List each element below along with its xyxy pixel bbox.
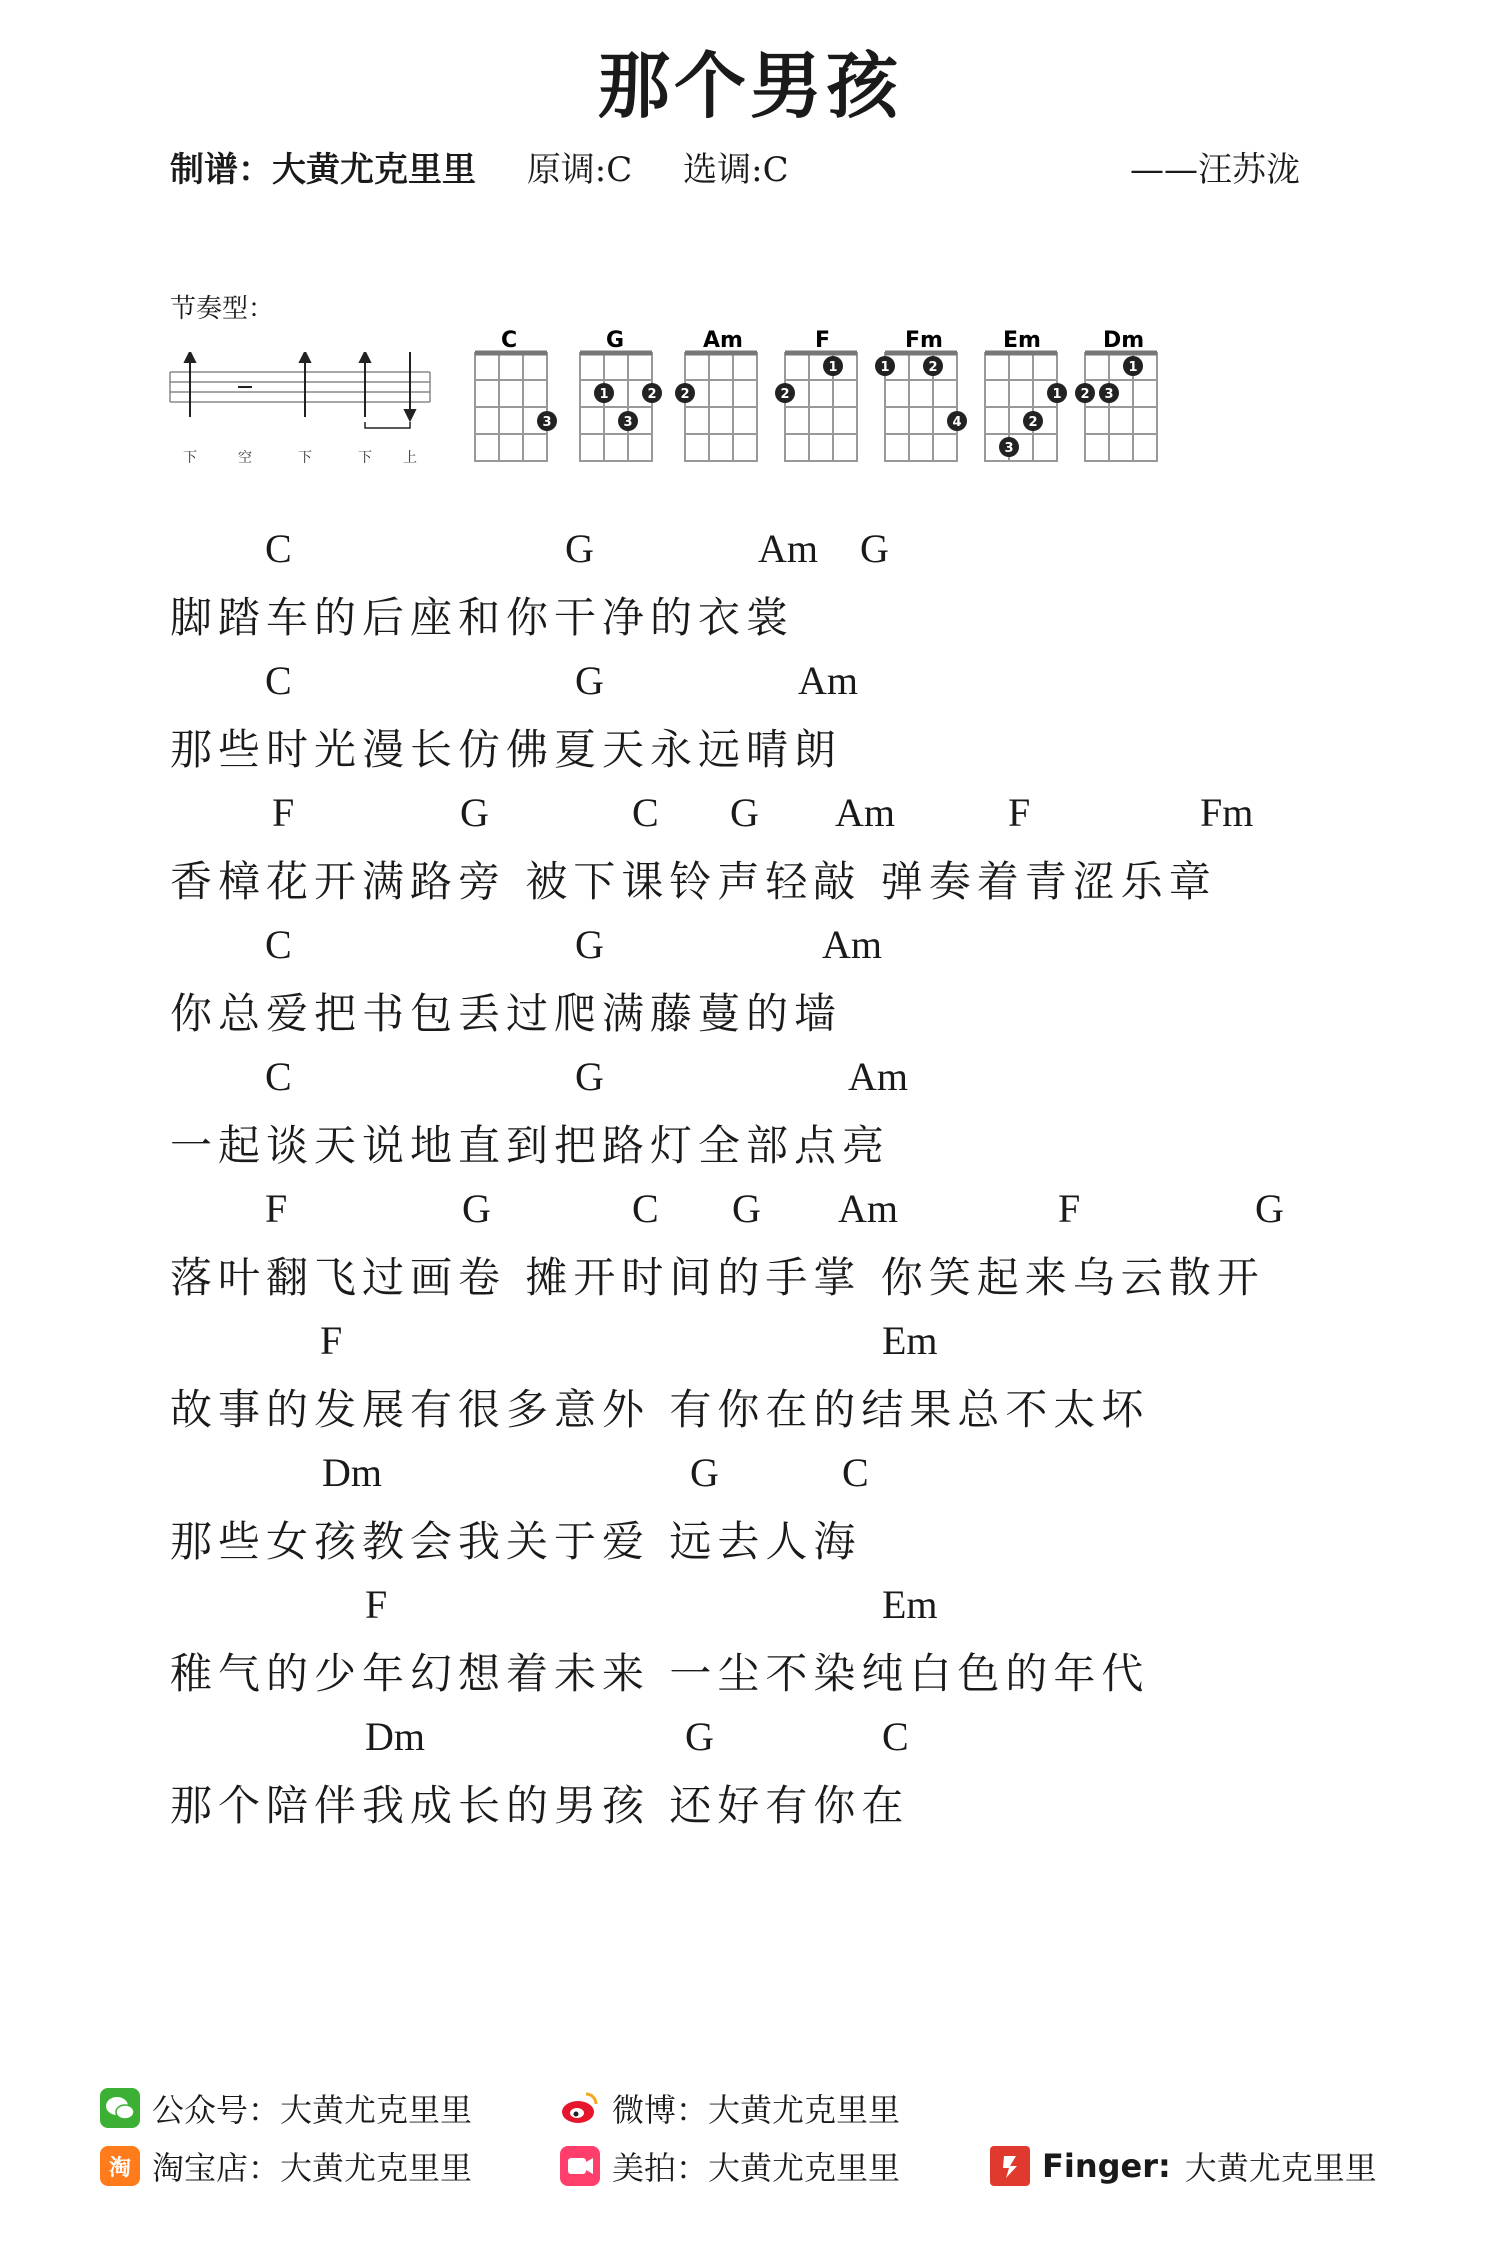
rhythm-label: 节奏型： (170, 294, 275, 324)
chord-label: F (365, 1582, 388, 1627)
chord-label: Fm (1200, 790, 1254, 835)
chord-label: G (462, 1186, 491, 1231)
chord-label: G (460, 790, 489, 835)
footer-finger (990, 2143, 1377, 2189)
meipai-icon (560, 2146, 600, 2186)
chord-name: G (606, 328, 625, 353)
chord-label: C (632, 790, 659, 835)
chord-label: G (730, 790, 759, 835)
lyric-line: 那些女孩教会我关于爱 远去人海 (170, 1517, 862, 1566)
meipai-account: 美拍：大黄尤克里里 (612, 2149, 901, 2187)
chord-label: F (1008, 790, 1031, 835)
chord-diagram-g (580, 328, 662, 461)
chord-label: C (265, 526, 292, 571)
finger-label: Finger: (1042, 2147, 1171, 2185)
stroke-label: 上 (403, 450, 417, 466)
finger-account: 大黄尤克里里 (1184, 2149, 1377, 2187)
chord-label: C (842, 1450, 869, 1495)
svg-text:3: 3 (542, 415, 552, 430)
chord-label: C (882, 1714, 909, 1759)
chord-label: G (690, 1450, 719, 1495)
chord-label: F (320, 1318, 343, 1363)
song-title: 那个男孩 (597, 44, 902, 128)
svg-text:1: 1 (599, 387, 609, 402)
chord-label: Dm (322, 1450, 382, 1495)
svg-text:2: 2 (928, 360, 938, 375)
chord-name: C (501, 328, 518, 353)
lyric-line: 你总爱把书包丢过爬满藤蔓的墙 (170, 989, 843, 1038)
chord-label: G (575, 922, 604, 967)
chord-diagram-dm (1075, 328, 1157, 461)
lyric-line: 那些时光漫长仿佛夏天永远晴朗 (170, 725, 843, 774)
artist-name: ——汪苏泷 (1130, 150, 1300, 190)
svg-text:1: 1 (828, 360, 838, 375)
chord-label: C (265, 922, 292, 967)
sheet-maker: 制谱：大黄尤克里里 (170, 150, 476, 190)
chord-name: F (815, 328, 831, 353)
chord-label: C (265, 1054, 292, 1099)
lyric-line: 一起谈天说地直到把路灯全部点亮 (170, 1121, 891, 1170)
svg-text:2: 2 (647, 387, 657, 402)
chord-label: F (1058, 1186, 1081, 1231)
finger-icon (990, 2146, 1030, 2186)
chord-label: C (632, 1186, 659, 1231)
chord-label: Am (848, 1054, 908, 1099)
chord-diagram-f (775, 328, 857, 461)
lyric-line: 落叶翻飞过画卷 摊开时间的手掌 你笑起来乌云散开 (170, 1253, 1265, 1302)
chord-label: G (1255, 1186, 1284, 1231)
taobao-icon (100, 2146, 140, 2186)
footer-taobao (100, 2143, 472, 2189)
chord-diagram-em (985, 328, 1067, 461)
svg-text:3: 3 (1104, 387, 1114, 402)
footer-wechat (100, 2085, 472, 2131)
chord-label: F (265, 1186, 288, 1231)
svg-text:2: 2 (780, 387, 790, 402)
rhythm-pattern (165, 352, 445, 477)
chord-label: Am (838, 1186, 898, 1231)
chosen-key: 选调:C (683, 150, 789, 190)
chord-name: Dm (1103, 328, 1145, 353)
lyric-line: 稚气的少年幻想着未来 一尘不染纯白色的年代 (170, 1649, 1150, 1698)
svg-text:2: 2 (1028, 415, 1038, 430)
chord-label: G (685, 1714, 714, 1759)
chord-label: Am (835, 790, 895, 835)
original-key: 原调:C (526, 150, 633, 190)
chord-label: F (272, 790, 295, 835)
chord-label: Am (822, 922, 882, 967)
chord-label: Dm (365, 1714, 425, 1759)
lyric-line: 故事的发展有很多意外 有你在的结果总不太坏 (170, 1385, 1150, 1434)
chord-diagram-c (475, 328, 557, 461)
footer-meipai (560, 2143, 900, 2189)
svg-text:3: 3 (623, 415, 633, 430)
svg-text:3: 3 (1004, 441, 1014, 456)
weibo-account: 微博：大黄尤克里里 (612, 2091, 901, 2129)
chord-label: G (565, 526, 594, 571)
stroke-label: 空 (238, 450, 252, 466)
wechat-account: 公众号：大黄尤克里里 (152, 2091, 473, 2129)
chord-name: Fm (905, 328, 943, 353)
chord-label: Am (758, 526, 818, 571)
svg-text:1: 1 (1128, 360, 1138, 375)
chord-diagrams (470, 325, 1190, 475)
lyric-line: 那个陪伴我成长的男孩 还好有你在 (170, 1781, 910, 1830)
wechat-icon (100, 2088, 140, 2128)
chord-label: G (732, 1186, 761, 1231)
stroke-label: 下 (183, 450, 197, 466)
svg-text:1: 1 (880, 360, 890, 375)
svg-text:2: 2 (1080, 387, 1090, 402)
chord-label: G (575, 1054, 604, 1099)
chord-label: Em (882, 1318, 938, 1363)
svg-text:4: 4 (952, 415, 962, 430)
chord-label: G (860, 526, 889, 571)
taobao-account: 淘宝店：大黄尤克里里 (152, 2149, 473, 2187)
chord-diagram-fm (875, 328, 967, 461)
chord-name: Am (703, 328, 743, 353)
chord-label: Em (882, 1582, 938, 1627)
lyric-line: 香樟花开满路旁 被下课铃声轻敲 弹奏着青涩乐章 (170, 857, 1217, 906)
svg-text:1: 1 (1052, 387, 1062, 402)
svg-text:2: 2 (680, 387, 690, 402)
stroke-label: 下 (358, 450, 372, 466)
chord-label: Am (798, 658, 858, 703)
stroke-label: 下 (298, 450, 312, 466)
chord-label: G (575, 658, 604, 703)
lyric-line: 脚踏车的后座和你干净的衣裳 (170, 593, 795, 642)
chord-name: Em (1003, 328, 1041, 353)
weibo-icon (560, 2088, 600, 2128)
svg-text:淘: 淘 (108, 2156, 132, 2181)
chord-diagram-am (675, 328, 757, 461)
footer-weibo (560, 2085, 900, 2131)
sheet-meta (170, 142, 829, 191)
chord-label: C (265, 658, 292, 703)
